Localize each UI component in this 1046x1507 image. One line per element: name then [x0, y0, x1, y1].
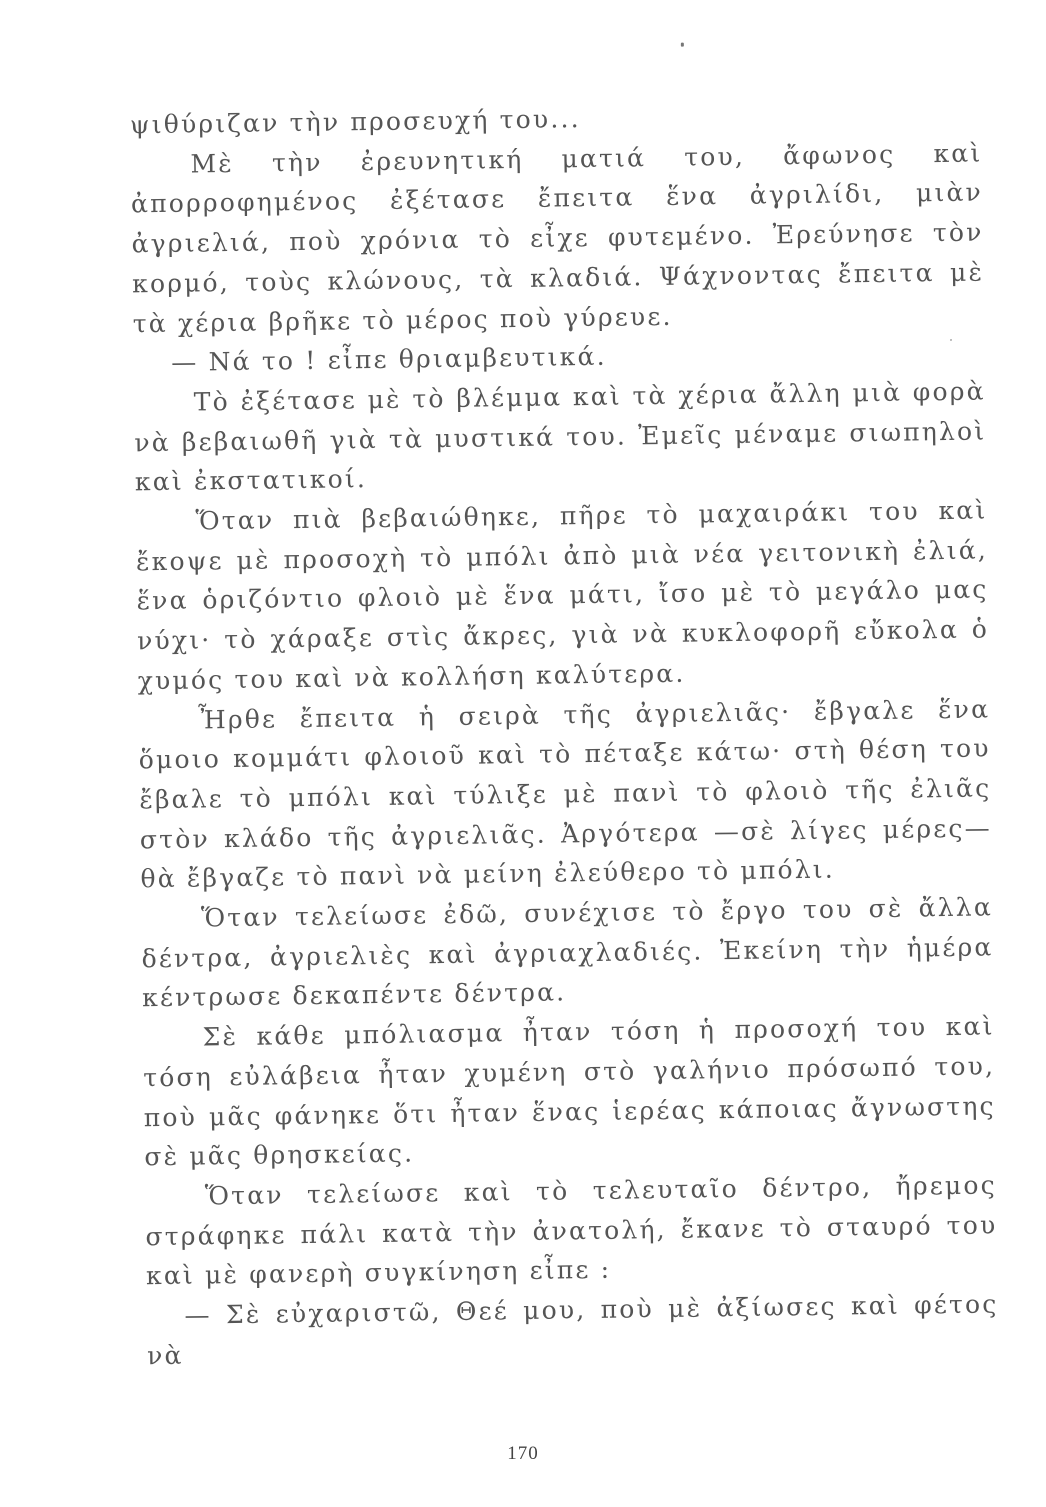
body-text — [130, 93, 1000, 1375]
paragraph: Μὲ τὴν ἐρευνητική ματιά του, ἄφωνος καὶ ἀπορροφημένος ἐξέτασε ἔπειτα ἕνα ἀγριλίδι, μιὰν ἀγριελιά, ποὺ χρόνια τὸ εἶχε φυτεμένο. Ἐρεύνησε τὸν κορμό, τοὺς κλώνους, τὰ κλαδιά. Ψάχνοντας ἔπειτα μὲ τὰ χέρια βρῆκε τὸ μέρος ποὺ γύρευε. — [130, 138, 985, 338]
dialogue-line: — Σὲ εὐχαριστῶ, Θεέ μου, ποὺ μὲ ἀξίωσες καὶ φέτος νὰ — [146, 1289, 999, 1371]
paragraph: ψιθύριζαν τὴν προσευχή του... — [129, 104, 581, 140]
paragraph: Σὲ κάθε μπόλιασμα ἦταν τόση ἡ προσοχή του καὶ τόση εὐλάβεια ἦταν χυμένη στὸ γαλήνιο πρόσωπό του, ποὺ μᾶς φάνηκε ὅτι ἦταν ἕνας ἱερέας κάποιας ἄγνωστης σὲ μᾶς θρησκείας. — [143, 1011, 996, 1172]
paragraph: Ὅταν τελείωσε ἐδῶ, συνέχισε τὸ ἔργο του σὲ ἄλλα δέντρα, ἀγριελιὲς καὶ ἀγριαχλαδιές. Ἐκείνη τὴν ἡμέρα κέντρωσε δεκαπέντε δέντρα. — [141, 892, 994, 1013]
paragraph: Ἦρθε ἔπειτα ἡ σειρὰ τῆς ἀγριελιᾶς· ἔβγαλε ἕνα ὅμοιο κομμάτι φλοιοῦ καὶ τὸ πέταξε κάτω· στὴ θέση του ἔβαλε τὸ μπόλι καὶ τύλιξε μὲ πανὶ τὸ φλοιὸ τῆς ἐλιᾶς στὸν κλάδο τῆς ἀγριελιᾶς. Ἀργότερα —σὲ λίγες μέρες— θὰ ἔβγαζε τὸ πανὶ νὰ μείνη ἐλεύθερο τὸ μπόλι. — [138, 693, 993, 894]
paragraph: Τὸ ἐξέτασε μὲ τὸ βλέμμα καὶ τὰ χέρια ἄλλη μιὰ φορὰ νὰ βεβαιωθῆ γιὰ τὰ μυστικά του. Ἐμεῖς μέναμε σιωπηλοὶ καὶ ἐκστατικοί. — [134, 376, 987, 497]
paragraph: Ὅταν τελείωσε καὶ τὸ τελευταῖο δέντρο, ἤρεμος στράφηκε πάλι κατὰ τὴν ἀνατολή, ἔκανε τὸ σταυρό του καὶ μὲ φανερὴ συγκίνηση εἶπε : — [145, 1170, 998, 1291]
paragraph: Ὅταν πιὰ βεβαιώθηκε, πῆρε τὸ μαχαιράκι του καὶ ἔκοψε μὲ προσοχὴ τὸ μπόλι ἀπὸ μιὰ νέα γειτονικὴ ἐλιά, ἕνα ὁριζόντιο φλοιὸ μὲ ἕνα μάτι, ἴσο μὲ τὸ μεγάλο μας νύχι· τὸ χάραξε στὶς ἄκρες, γιὰ νὰ κυκλοφορῆ εὔκολα ὁ χυμός του καὶ νὰ κολλήση καλύτερα. — [135, 495, 990, 696]
page-number: 170 — [507, 1443, 539, 1464]
ink-speck — [681, 43, 684, 47]
dialogue-line: — Νά το ! εἶπε θριαμβευτικά. — [171, 341, 607, 378]
